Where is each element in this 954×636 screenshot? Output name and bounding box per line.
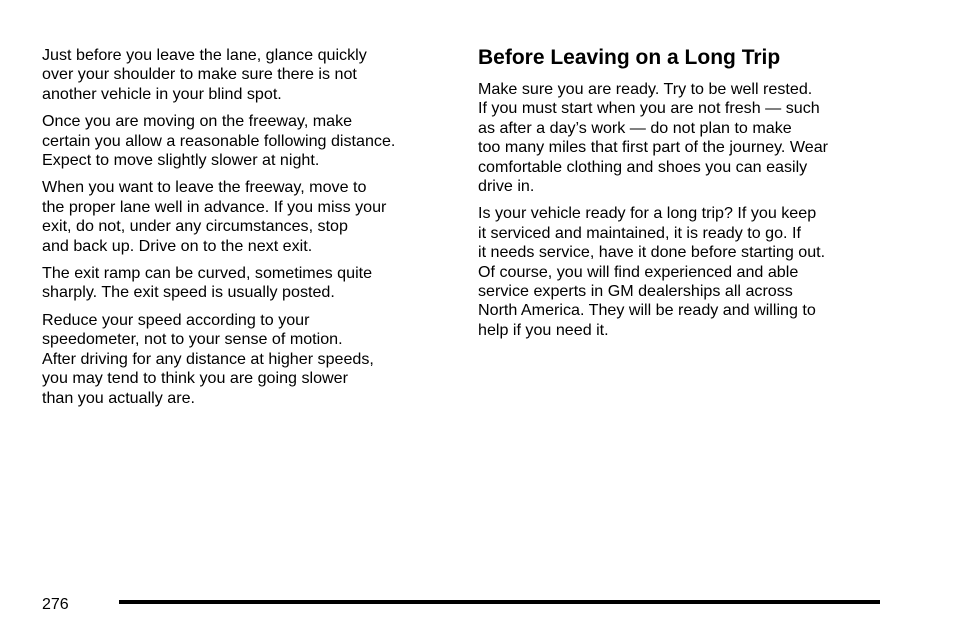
right-column [478,44,878,348]
paragraph-exit-ramp: The exit ramp can be curved, sometimes quite sharply. The exit speed is usually posted. [42,264,373,302]
left-column [42,46,442,416]
footer-rule [119,600,880,604]
paragraph-leave-freeway: When you want to leave the freeway, move to the proper lane well in advance. If you miss your exit, do not, under any circumstances, stop and back up. Drive on to the next exit. [42,178,387,255]
paragraph-blind-spot: Just before you leave the lane, glance quickly over your shoulder to make sure there is not another vehicle in your blind spot. [42,46,367,103]
paragraph-reduce-speed: Reduce your speed according to your speedometer, not to your sense of motion. After driving for any distance at higher speeds, you may tend to think you are going slower than you actually are. [42,310,374,407]
paragraph-be-ready: Make sure you are ready. Try to be well rested. If you must start when you are not fresh — such as after a day’s work — do not plan to make too many miles that first part of the journey. Wear comfortable clothing and shoes you can easily drive in. [478,80,829,196]
paragraph-following-distance: Once you are moving on the freeway, make certain you allow a reasonable following distance. Expect to move slightly slower at night. [42,112,396,170]
page-number: 276 [42,596,69,613]
paragraph-vehicle-ready: Is your vehicle ready for a long trip? If you keep it serviced and maintained, it is ready to go. If it needs service, have it done before starting out. Of course, you will find experienced and able service experts in GM dealerships all across North America. They will be ready and willing to help if you need it. [478,204,826,339]
section-heading: Before Leaving on a Long Trip [478,46,781,69]
